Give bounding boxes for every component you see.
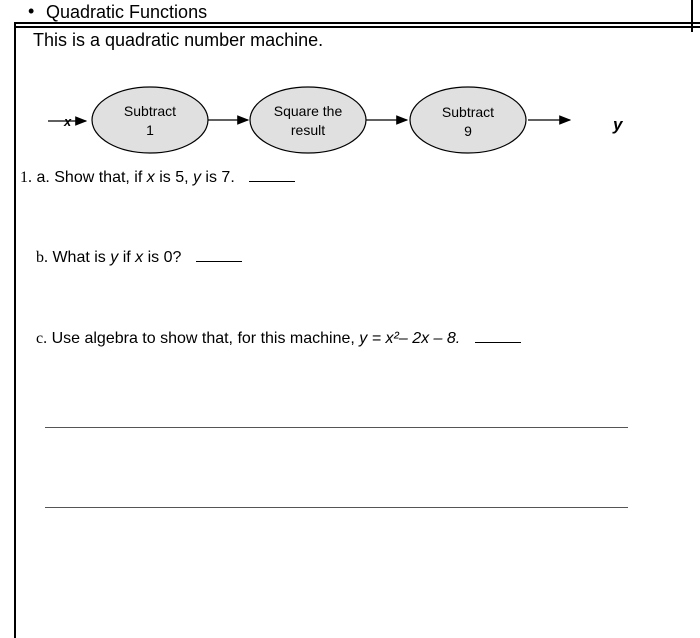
question-1b-post: is 0? [143, 249, 182, 266]
input-variable: x [64, 114, 72, 129]
question-1b [36, 249, 242, 267]
question-1a-label: a. [36, 169, 50, 186]
question-1a-mid: is 5, [154, 169, 193, 186]
question-1b-label: b. [36, 249, 48, 266]
step-bubble-subtract-9 [410, 87, 526, 153]
step-bubble-square [250, 87, 366, 153]
question-1b-pre: What is [52, 249, 111, 266]
step-3-line2: 9 [464, 123, 472, 139]
step-2-line1: Square the [273, 103, 343, 119]
step-1-line2: 1 [146, 122, 154, 138]
answer-line-2[interactable] [45, 507, 628, 508]
question-1b-var-y: y [110, 249, 119, 266]
question-1a-var-x: x [146, 169, 155, 186]
answer-blank-1c[interactable] [475, 341, 521, 343]
step-bubble-subtract-1 [92, 87, 208, 153]
question-1c-equation: y = x²– 2x – 8. [359, 330, 461, 347]
question-1b-var-x: x [135, 249, 144, 266]
intro-text: This is a quadratic number machine. [33, 30, 324, 50]
section-title: Quadratic Functions [46, 2, 208, 22]
answer-line-1[interactable] [45, 427, 628, 428]
step-1-line1: Subtract [123, 103, 177, 119]
question-1a [20, 169, 295, 187]
question-1a-post: is 7. [200, 169, 235, 186]
question-1c-label: c. [36, 330, 48, 347]
question-1a-pre: Show that, if [54, 169, 147, 186]
question-1b-mid: if [118, 249, 136, 266]
question-1c [36, 330, 521, 348]
question-1a-var-y: y [192, 169, 201, 186]
question-number: 1. [20, 169, 32, 186]
question-1c-text: Use algebra to show that, for this machine, [51, 330, 360, 347]
step-3-line1: Subtract [441, 104, 495, 120]
number-machine-diagram [0, 0, 700, 170]
answer-blank-1a[interactable] [249, 180, 295, 182]
step-2-line2: result [290, 122, 326, 138]
answer-blank-1b[interactable] [196, 260, 242, 262]
output-variable: y [613, 115, 623, 134]
bullet-icon: • [28, 1, 35, 21]
